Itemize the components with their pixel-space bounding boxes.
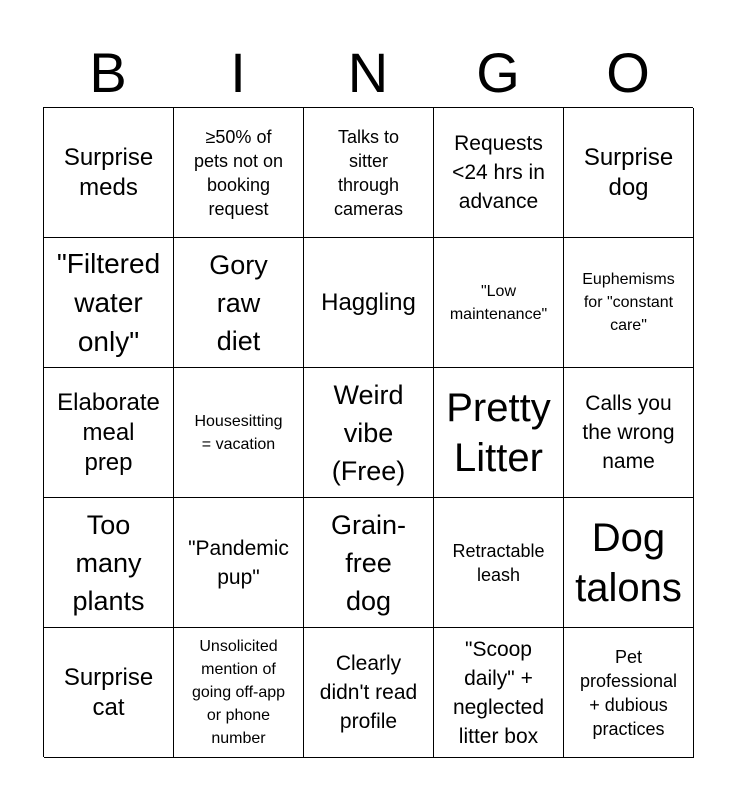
cell-label: Too many plants <box>72 509 145 616</box>
bingo-cell-r4c3[interactable] <box>304 498 434 628</box>
cell-label: Euphemisms for "constant care" <box>582 271 675 334</box>
cell-label: "Low maintenance" <box>449 282 548 323</box>
header-letter-n: N <box>347 41 389 104</box>
bingo-cell-r4c2[interactable] <box>174 498 304 628</box>
cell-label: Clearly didn't read profile <box>319 652 418 733</box>
cell-label: "Scoop daily" + neglected litter box <box>452 637 545 748</box>
cell-label: Pretty Litter <box>446 385 551 480</box>
cell-label: Surprise meds <box>63 143 154 201</box>
bingo-header <box>43 38 693 108</box>
cell-label: Calls you the wrong name <box>582 392 675 473</box>
cell-label: Surprise cat <box>63 663 154 721</box>
bingo-cell-r1c2[interactable] <box>174 108 304 238</box>
bingo-cell-r2c2[interactable] <box>174 238 304 368</box>
bingo-cell-r4c5[interactable] <box>564 498 694 628</box>
bingo-cell-r2c5[interactable] <box>564 238 694 368</box>
bingo-cell-r2c4[interactable] <box>434 238 564 368</box>
bingo-cell-r4c1[interactable] <box>44 498 174 628</box>
bingo-cell-r3c3[interactable] <box>304 368 434 498</box>
cell-label: Unsolicited mention of going off-app or phone number <box>191 638 286 747</box>
header-letter-i: I <box>230 41 246 104</box>
bingo-cell-r1c3[interactable] <box>304 108 434 238</box>
bingo-cell-r1c1[interactable] <box>44 108 174 238</box>
cell-label: Gory raw diet <box>209 249 268 356</box>
cell-label: Talks to sitter through cameras <box>333 126 404 219</box>
cell-label: ≥50% of pets not on booking request <box>193 126 284 219</box>
cell-label: "Filtered water only" <box>56 248 161 357</box>
cell-label: Retractable leash <box>452 540 545 585</box>
cell-label: "Pandemic pup" <box>188 536 289 589</box>
bingo-cell-r5c2[interactable] <box>174 628 304 758</box>
cell-label: Dog talons <box>575 515 682 610</box>
bingo-cell-r5c3[interactable] <box>304 628 434 758</box>
bingo-cell-r3c1[interactable] <box>44 368 174 498</box>
bingo-card-grid <box>43 107 693 757</box>
bingo-cell-r1c5[interactable] <box>564 108 694 238</box>
bingo-cell-r1c4[interactable] <box>434 108 564 238</box>
bingo-cell-r3c2[interactable] <box>174 368 304 498</box>
cell-label: Grain- free dog <box>330 509 406 616</box>
bingo-cell-r3c4[interactable] <box>434 368 564 498</box>
bingo-cell-r4c4[interactable] <box>434 498 564 628</box>
cell-label: Surprise dog <box>583 143 674 201</box>
header-letter-o: O <box>606 41 650 104</box>
bingo-cell-r2c1[interactable] <box>44 238 174 368</box>
bingo-cell-r5c5[interactable] <box>564 628 694 758</box>
bingo-cell-r5c4[interactable] <box>434 628 564 758</box>
bingo-cell-r3c5[interactable] <box>564 368 694 498</box>
header-letter-g: G <box>476 41 520 104</box>
bingo-cell-r5c1[interactable] <box>44 628 174 758</box>
cell-label: Weird vibe (Free) <box>331 379 406 486</box>
cell-label: Haggling <box>321 288 416 316</box>
cell-label: Pet professional + dubious practices <box>579 646 678 739</box>
cell-label: Housesitting = vacation <box>194 412 283 453</box>
bingo-cell-r2c3[interactable] <box>304 238 434 368</box>
cell-label: Requests <24 hrs in advance <box>452 132 545 213</box>
cell-label: Elaborate meal prep <box>57 388 160 476</box>
header-letter-b: B <box>89 41 127 104</box>
